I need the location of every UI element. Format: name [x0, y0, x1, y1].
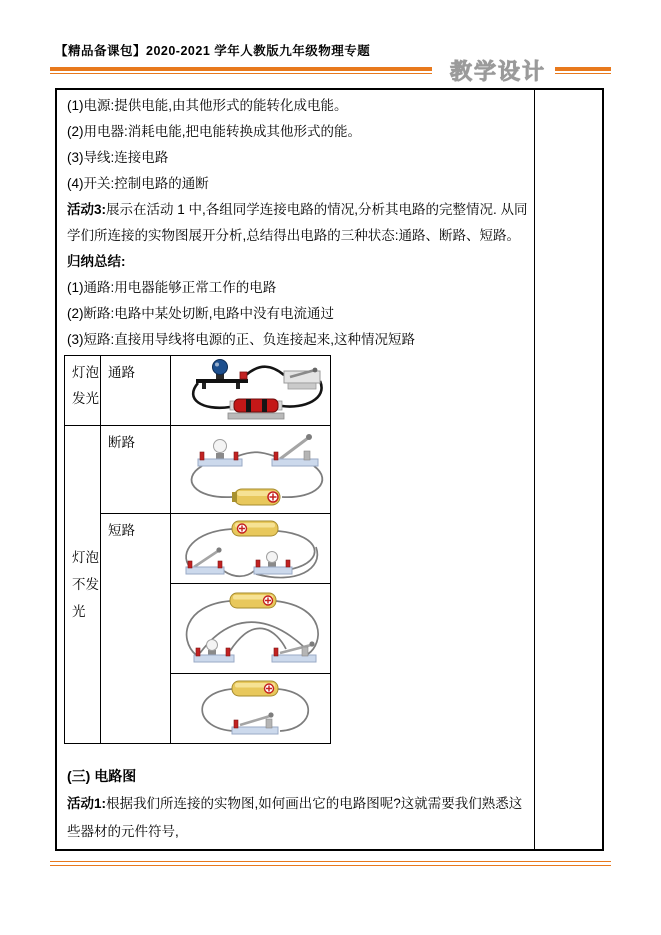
- bulb-on-cell: 灯泡发光: [65, 356, 101, 426]
- short-circuit-illustration-2: [176, 587, 326, 671]
- section3-heading: (三) 电路图: [67, 768, 137, 784]
- component-item: (1)电源:提供电能,由其他形式的能转化成电能。: [67, 98, 348, 113]
- activity1-paragraph: [67, 790, 535, 846]
- short-circuit-photo-1: [171, 514, 331, 584]
- circuit-states-table: [64, 355, 331, 744]
- bulb-off-cell: 灯泡不发光: [65, 426, 101, 744]
- footer-rule: [50, 861, 611, 866]
- state-open-cell: 断路: [101, 426, 171, 514]
- header-rule-right: [555, 67, 611, 74]
- component-item: (2)用电器:消耗电能,把电能转换成其他形式的能。: [67, 124, 362, 139]
- component-item: (4)开关:控制电路的通断: [67, 176, 209, 191]
- summary-heading: 归纳总结:: [67, 254, 126, 269]
- open-circuit-photo: [171, 426, 331, 514]
- activity1-label: 活动1:: [67, 796, 107, 811]
- open-circuit-illustration: [176, 429, 326, 511]
- activity3-paragraph: [67, 197, 531, 249]
- state-short-cell: 短路: [101, 514, 171, 744]
- short-circuit-photo-2: [171, 584, 331, 674]
- short-circuit-photo-3: [171, 674, 331, 744]
- banner-title: 教学设计: [449, 59, 546, 84]
- header-rule-left: [50, 67, 432, 74]
- state-closed-cell: 通路: [101, 356, 171, 426]
- summary-item: (2)断路:电路中某处切断,电路中没有电流通过: [67, 306, 335, 321]
- lesson-content-cell: [57, 90, 539, 849]
- summary-item: (3)短路:直接用导线将电源的正、负连接起来,这种情况短路: [67, 332, 415, 347]
- activity3-text: 展示在活动 1 中,各组同学连接电路的情况,分析其电路的完整情况. 从同学们所连接的实物图展开分析,总结得出电路的三种状态:通路、断路、短路。: [67, 202, 528, 243]
- closed-circuit-illustration: [176, 359, 326, 423]
- doc-header-title: 【精品备课包】2020-2021 学年人教版九年级物理专题: [55, 44, 371, 58]
- short-circuit-illustration-1: [176, 517, 326, 581]
- activity1-text: 根据我们所连接的实物图,如何画出它的电路图呢?这就需要我们熟悉这些器材的元件符号,: [67, 796, 523, 839]
- lesson-table: [55, 88, 604, 851]
- activity3-label: 活动3:: [67, 202, 107, 217]
- short-circuit-illustration-3: [176, 677, 326, 741]
- section3-block: [67, 762, 535, 846]
- component-item: (3)导线:连接电路: [67, 150, 169, 165]
- summary-item: (1)通路:用电器能够正常工作的电路: [67, 280, 277, 295]
- closed-circuit-photo: [171, 356, 331, 426]
